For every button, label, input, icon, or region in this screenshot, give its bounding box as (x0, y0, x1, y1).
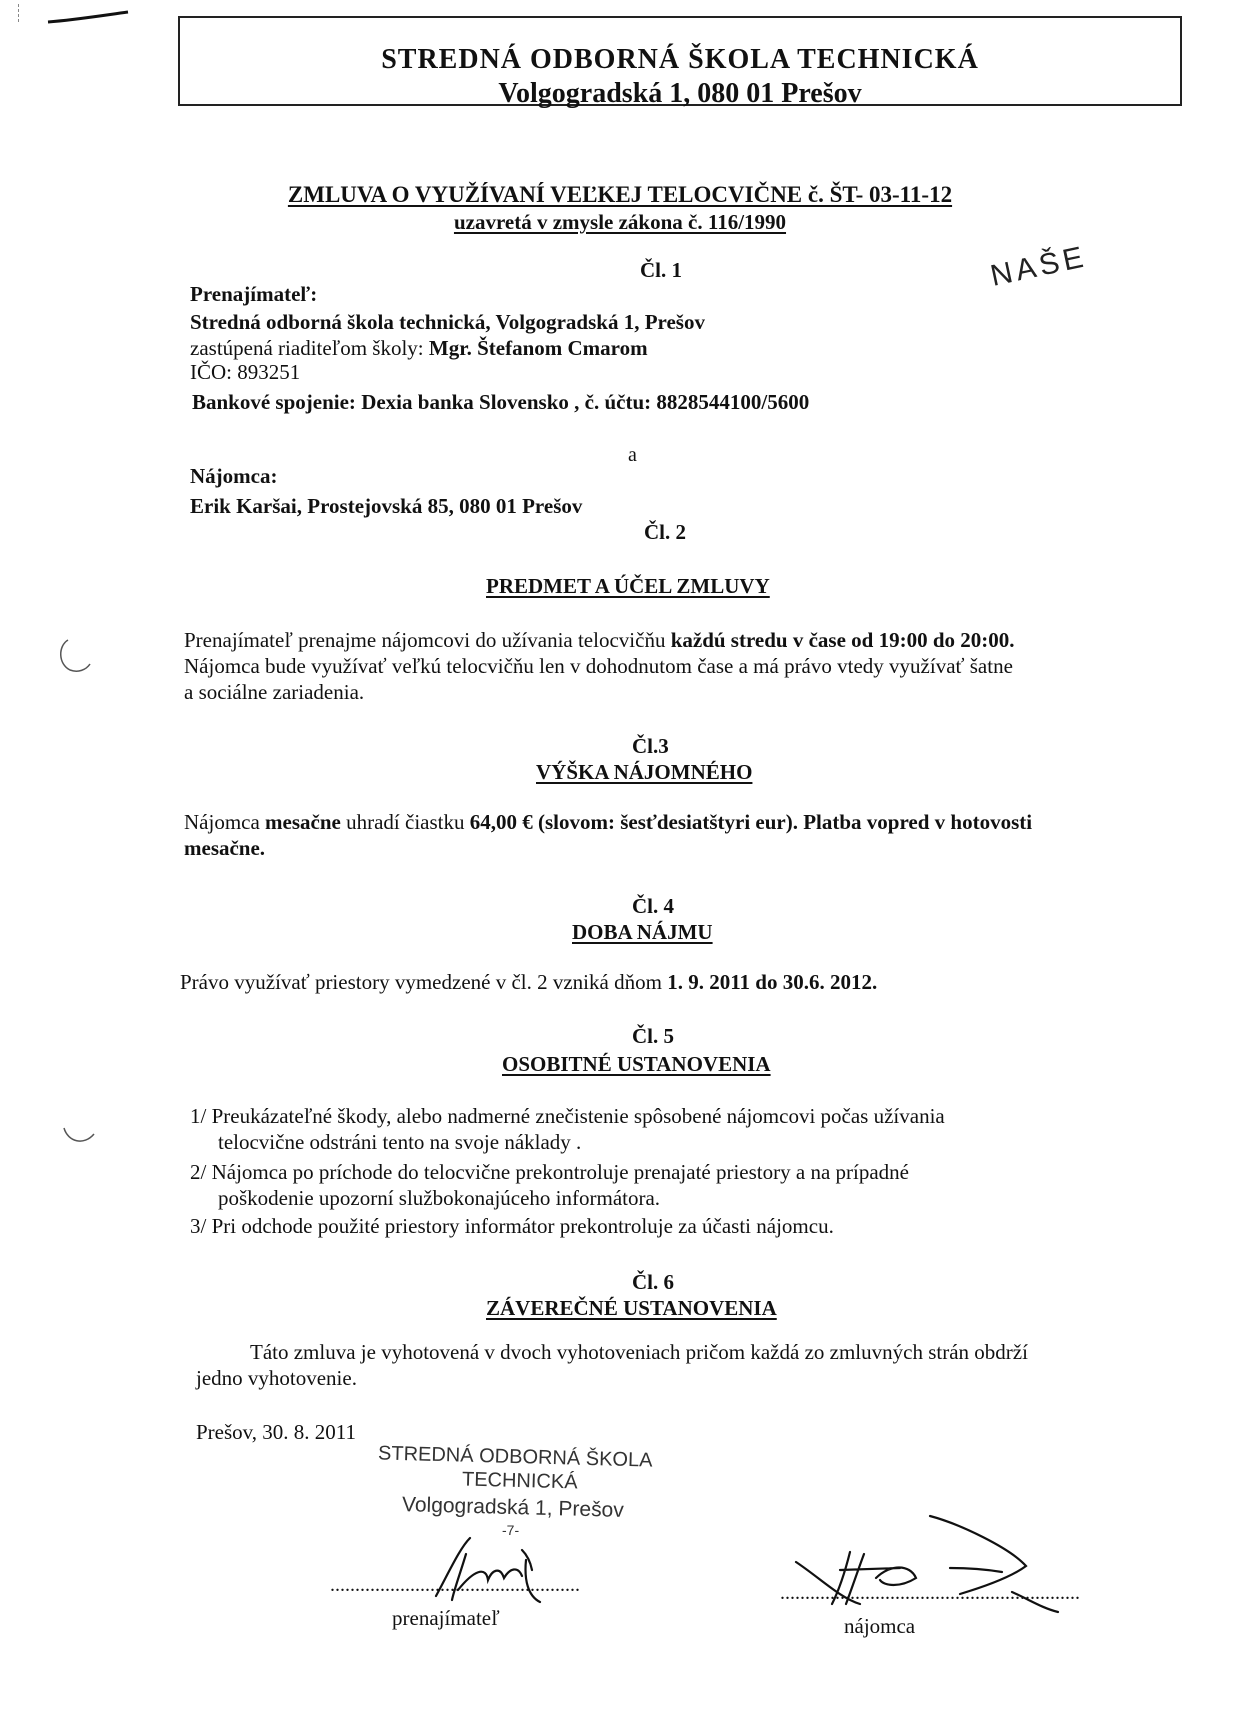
list-item-continuation: poškodenie upozorní službokonajúceho informátora. (218, 1186, 661, 1210)
article4-title: DOBA NÁJMU (572, 920, 713, 944)
article3-title: VÝŠKA NÁJOMNÉHO (536, 760, 753, 784)
scan-artifact-mark (44, 6, 134, 28)
tenant-signature-line: ............................................................ (780, 1582, 1080, 1604)
article6-line2: jedno vyhotovenie. (196, 1366, 357, 1390)
article3-line1 (184, 810, 1032, 835)
article4-line (180, 970, 877, 995)
article1-heading: Čl. 1 (640, 258, 682, 282)
article4-period: 1. 9. 2011 do 30.6. 2012. (667, 970, 878, 994)
article2-heading: Čl. 2 (644, 520, 686, 544)
article2-title: PREDMET A ÚČEL ZMLUVY (486, 574, 770, 598)
article6-heading: Čl. 6 (632, 1270, 674, 1294)
bank-details (192, 390, 809, 415)
article5-heading: Čl. 5 (632, 1024, 674, 1048)
article2-line3: a sociálne zariadenia. (184, 680, 365, 704)
bank-label: Bankové spojenie: (192, 390, 356, 414)
article3-line1-plain: Nájomca (184, 810, 260, 834)
tenant-signature-label: nájomca (844, 1614, 916, 1638)
article3-heading: Čl.3 (632, 734, 669, 758)
article4-line-plain: Právo využívať priestory vymedzené v čl. 2 vzniká dňom (180, 970, 662, 994)
list-item-continuation: telocvične odstráni tento na svoje náklady . (218, 1130, 582, 1154)
binder-hole-mark (60, 1122, 100, 1152)
and-conjunction: a (628, 444, 637, 466)
article5-title: OSOBITNÉ USTANOVENIA (502, 1052, 771, 1076)
list-item (190, 1214, 834, 1239)
list-item-number: 1/ (190, 1104, 207, 1128)
article3-line1-plain-b: uhradí čiastku (346, 810, 465, 834)
landlord-name: Stredná odborná škola technická, Volgogradská 1, Prešov (190, 310, 705, 334)
list-item-text: Pri odchode použité priestory informátor prekontroluje za účasti nájomcu. (211, 1214, 834, 1238)
represented-by-name: Mgr. Štefanom Cmarom (428, 336, 648, 360)
list-item-text: Preukázateľné škody, alebo nadmerné znečistenie spôsobené nájomcovi počas užívania (211, 1104, 945, 1128)
article2-line1 (184, 628, 1015, 653)
list-item (190, 1160, 909, 1185)
binder-hole-mark (56, 636, 96, 676)
landlord-signature-line: .................................................. (330, 1574, 580, 1596)
stamp-line: TECHNICKÁ (461, 1468, 578, 1494)
article2-line1-plain: Prenajímateľ prenajme nájomcovi do užívania telocvičňu (184, 628, 666, 652)
ico: IČO: 893251 (190, 360, 301, 384)
list-item-text: Nájomca po príchode do telocvične prekontroluje prenajaté priestory a na prípadné (211, 1160, 909, 1184)
article4-heading: Čl. 4 (632, 894, 674, 918)
landlord-signature-label: prenajímateľ (392, 1606, 500, 1630)
place-date: Prešov, 30. 8. 2011 (196, 1420, 357, 1444)
article3-line2: mesačne. (184, 836, 266, 860)
article3-amount: 64,00 € (slovom: šesťdesiatštyri eur). Platba vopred v hotovosti (469, 810, 1033, 834)
tenant-name: Erik Karšai, Prostejovská 85, 080 01 Prešov (190, 494, 583, 518)
article2-schedule: každú stredu v čase od 19:00 do 20:00. (670, 628, 1015, 652)
list-item-number: 2/ (190, 1160, 207, 1184)
bank-value: Dexia banka Slovensko , č. účtu: 8828544100/5600 (361, 390, 810, 414)
tenant-label: Nájomca: (190, 464, 278, 488)
landlord-signature (430, 1530, 590, 1610)
article6-line1: Táto zmluva je vyhotovená v dvoch vyhotoveniach pričom každá zo zmluvných strán obdrží (250, 1340, 1028, 1364)
scan-artifact-dashes (18, 4, 20, 22)
stamp-line: -7- (502, 1522, 520, 1538)
handwritten-note: NAŠE (987, 240, 1090, 293)
contract-title: ZMLUVA O VYUŽÍVANÍ VEĽKEJ TELOCVIČNE č. ŠT- 03-11-12 (287, 182, 953, 207)
school-address: Volgogradská 1, 080 01 Prešov (498, 78, 862, 109)
school-name: STREDNÁ ODBORNÁ ŠKOLA TECHNICKÁ (381, 44, 979, 75)
letterhead-box (178, 16, 1182, 109)
article6-title: ZÁVEREČNÉ USTANOVENIA (486, 1296, 777, 1320)
list-item-number: 3/ (190, 1214, 207, 1238)
represented-by (190, 336, 648, 361)
contract-subtitle: uzavretá v zmysle zákona č. 116/1990 (453, 210, 787, 234)
article2-line2: Nájomca bude využívať veľkú telocvičňu len v dohodnutom čase a má právo vtedy využívať šatne (184, 654, 1013, 678)
stamp-line: Volgogradská 1, Prešov (401, 1493, 625, 1522)
landlord-label: Prenajímateľ: (190, 282, 318, 306)
stamp-line: STREDNÁ ODBORNÁ ŠKOLA (377, 1442, 653, 1472)
represented-by-prefix: zastúpená riaditeľom školy: (190, 336, 424, 360)
list-item (190, 1104, 945, 1129)
article3-monthly: mesačne (265, 810, 341, 834)
